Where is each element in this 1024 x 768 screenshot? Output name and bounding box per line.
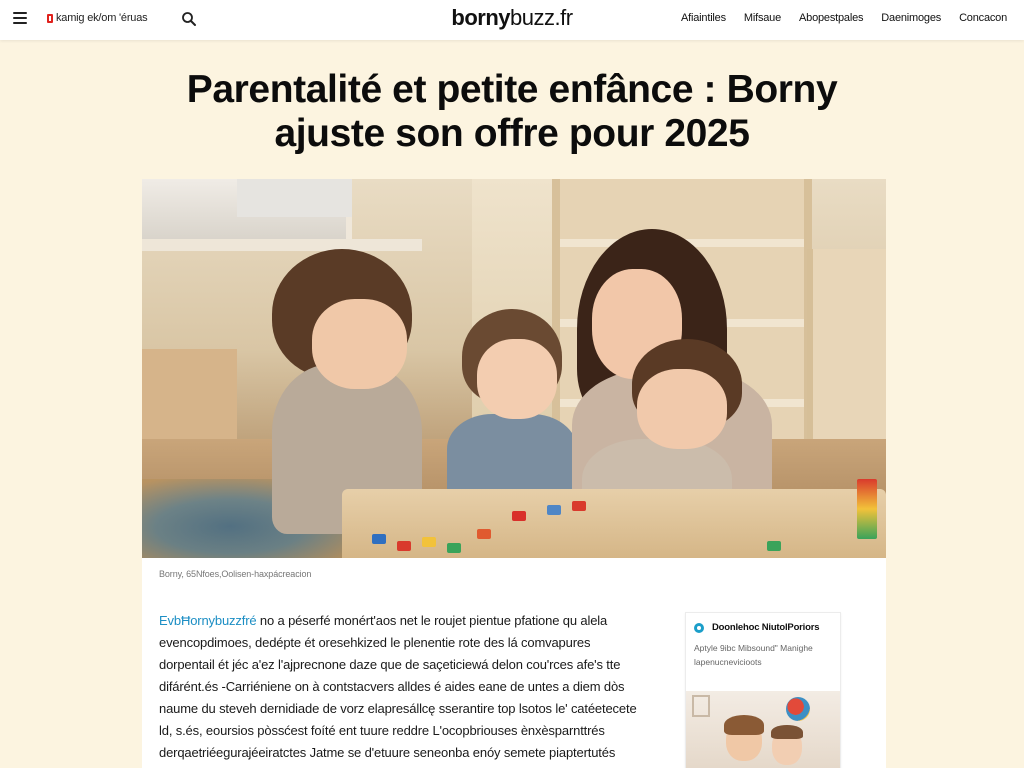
edition-badge-icon: [47, 14, 53, 23]
thumb-frame: [692, 695, 710, 717]
paragraph-line: evencopdimoes, dedépte ét oresehkized le plenentie rote des lá comvapures: [159, 635, 591, 650]
toy-block: [512, 511, 526, 521]
thumb-balloon: [786, 697, 810, 721]
lead-link[interactable]: EvbĦornybuzzfré: [159, 613, 257, 628]
nav-item-5[interactable]: Concacon: [959, 12, 1007, 24]
headline-line-2: ajuste son offre pour 2025: [274, 112, 750, 155]
paragraph-line: difárént.és -Carriéniene on à contstacvers alldes é aides eane de untes a diem dòs: [159, 679, 625, 694]
related-card-subtitle: [694, 641, 834, 669]
paragraph-line: derqaetriéegurajéeiratctes Jatme se d'etuure seneonba enóy semete piaptertutés: [159, 745, 616, 760]
child-3-face: [637, 369, 727, 449]
site-logo[interactable]: [451, 5, 572, 30]
hero-small-table: [142, 349, 237, 439]
hero-play-table: [342, 489, 886, 558]
paragraph-line: ld, s.és, eoursios pòssćest foíté ent tuure reddre L'ocopbriouses ènxèsparnttrés: [159, 723, 605, 738]
hero-side-shelf: [807, 249, 886, 469]
circle-badge-icon: [694, 623, 704, 633]
hero-windowsill: [142, 239, 422, 251]
toy-block: [547, 505, 561, 515]
hero-image: [142, 179, 886, 558]
toy-block: [477, 529, 491, 539]
subtitle-line-2: lapenucnevicioots: [694, 657, 762, 667]
logo-bold-part: borny: [451, 5, 511, 30]
nav-item-1[interactable]: Afiaintiles: [681, 12, 726, 24]
thumb-child-hair: [771, 725, 803, 739]
toy-block: [397, 541, 411, 551]
paragraph-line: dorpentail ét jéc a'ez l'ajprecnone daze que de saçeticiewá delon cou'rces afe's tte: [159, 657, 621, 672]
child-1-face: [312, 299, 407, 389]
hamburger-icon-bar: [13, 12, 27, 14]
nav-item-3[interactable]: Abopestpales: [799, 12, 864, 24]
toy-block: [372, 534, 386, 544]
main-nav: [663, 12, 1007, 24]
toy-stack: [857, 479, 877, 539]
headline-line-1: Parentalité et petite enfânce : Borny: [186, 68, 838, 111]
article-text: [159, 610, 639, 764]
search-icon: [181, 11, 197, 27]
image-caption: Borny, 65Nfoes,Oolisen-haxpácreacion: [159, 569, 312, 579]
nav-item-2[interactable]: Mifsaue: [743, 12, 782, 24]
site-header: [0, 0, 1024, 40]
subtitle-line-1: Aptyle 9ibc Mibsound" Manighe: [694, 643, 813, 653]
article-body-card: [142, 558, 886, 768]
toy-block: [422, 537, 436, 547]
hamburger-icon-bar: [13, 22, 27, 24]
toy-block: [767, 541, 781, 551]
article-headline: [120, 68, 904, 156]
toy-block: [447, 543, 461, 553]
related-card-thumbnail: [686, 691, 840, 768]
related-card-title: Doonlehoc NiutolPoriors: [712, 622, 820, 633]
hamburger-icon-bar: [13, 17, 27, 19]
child-2-face: [477, 339, 557, 419]
nav-item-4[interactable]: Daenimoges: [881, 12, 942, 24]
edition-label: kamig ek/om 'éruas: [56, 12, 148, 24]
paragraph-line: [159, 610, 639, 632]
paragraph-line: naume du steveh dernidiade de vorz elapresállcę sserantire top lsotos le' catéetecete: [159, 701, 637, 716]
related-content-card[interactable]: [685, 612, 841, 768]
logo-light-part: buzz.fr: [510, 5, 573, 30]
line-text: no a péserfé monért'aos net le roujet pientue pfatione qu alela: [256, 613, 608, 628]
hero-window-pane: [237, 179, 352, 217]
related-card-header: [694, 622, 819, 633]
toy-block: [572, 501, 586, 511]
thumb-child-hair: [724, 715, 764, 735]
hamburger-menu-button[interactable]: [13, 12, 27, 24]
edition-selector[interactable]: [47, 12, 147, 24]
search-button[interactable]: [181, 11, 197, 27]
